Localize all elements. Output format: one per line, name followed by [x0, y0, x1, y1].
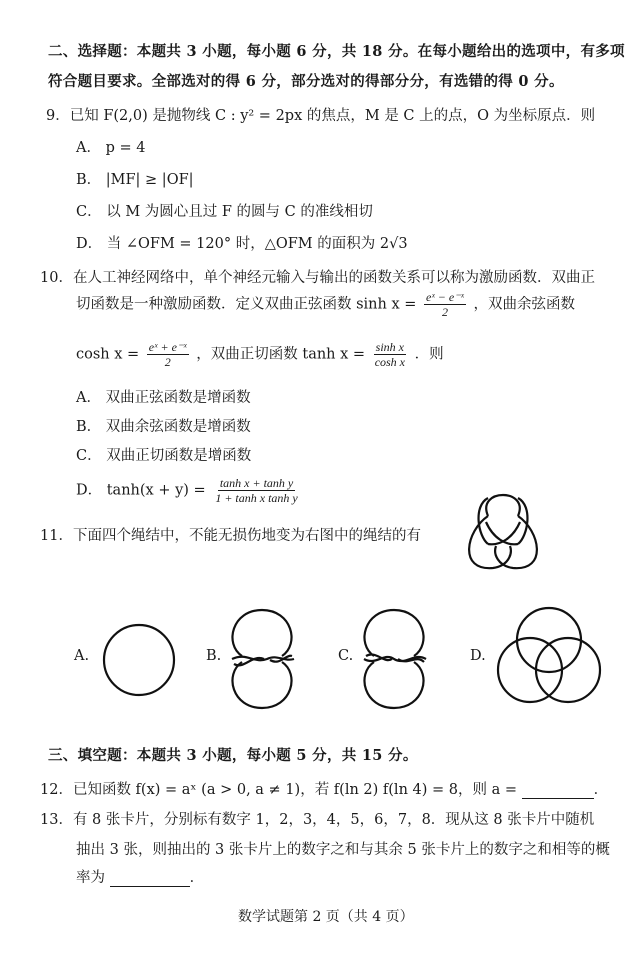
tanh-fraction	[373, 340, 407, 369]
section-two-heading: 二、选择题：本题共 3 小题，每小题 6 分，共 18 分。在每小题给出的选项中，有多项	[48, 43, 625, 60]
question-13-line2: 抽出 3 张，则抽出的 3 张卡片上的数字之和与其余 5 张卡片上的数字之和相等的概	[76, 842, 610, 858]
tanh-sum-numerator: tanh x + tanh y	[219, 476, 294, 490]
question-stem-line1: 有 8 张卡片，分别标有数字 1，2，3，4，5，6，7，8．现从这 8 张卡片中随机	[72, 812, 595, 828]
q9-option-a: A． p = 4	[76, 140, 146, 156]
question-stem: 已知函数 f(x) = aˣ (a > 0, a ≠ 1)，若 f(ln 2) f(ln 4) = 8，则 a =	[72, 782, 518, 798]
tanh-sum-denominator: 1 + tanh x tanh y	[215, 491, 298, 505]
q10-option-a: A． 双曲正弦函数是增函数	[76, 390, 251, 406]
sinh-numerator: eˣ − e⁻ˣ	[426, 290, 464, 304]
sinh-denominator: 2	[441, 305, 448, 319]
tanh-label: ，双曲正切函数 tanh x =	[196, 346, 366, 363]
question-11	[40, 524, 421, 545]
knot-label-c: C.	[338, 648, 354, 664]
question-stem: 已知 F(2,0) 是抛物线 C : y² = 2px 的焦点，M 是 C 上的点，O 为坐标原点．则	[69, 108, 596, 124]
tanh-numerator: sinh x	[375, 340, 405, 354]
q10-option-c: C． 双曲正切函数是增函数	[76, 448, 252, 464]
period: ．	[189, 870, 205, 886]
question-10-line2	[76, 290, 575, 319]
question-13-line3	[76, 866, 204, 887]
cosh-fraction	[147, 340, 189, 369]
probability-label: 率为	[76, 870, 105, 886]
question-12	[40, 778, 608, 799]
question-10	[40, 266, 595, 287]
question-9	[46, 104, 595, 125]
question-13	[40, 808, 594, 829]
question-number: 11．	[40, 528, 73, 544]
tanh-denominator: cosh x	[374, 355, 406, 369]
answer-blank[interactable]	[522, 798, 594, 799]
knot-label-d: D.	[470, 648, 486, 664]
tanh-sum-label: D． tanh(x + y) =	[76, 482, 206, 499]
knot-label-b: B.	[206, 648, 222, 664]
trefoil-knot-figure	[448, 476, 558, 578]
knot-c-figure	[354, 604, 434, 714]
question-10-line3	[76, 340, 444, 369]
cosh-denominator: 2	[164, 355, 171, 369]
knot-label-a: A.	[74, 648, 90, 664]
sinh-definition-label: 切函数是一种激励函数．定义双曲正弦函数 sinh x =	[76, 296, 417, 313]
tanh-sum-fraction	[213, 476, 299, 505]
knot-b-figure	[222, 604, 302, 714]
knot-d-figure	[494, 604, 604, 708]
sinh-fraction	[424, 290, 466, 319]
question-number: 9．	[46, 108, 70, 124]
question-number: 13．	[40, 812, 73, 828]
question-number: 12．	[40, 782, 73, 798]
question-stem-line1: 在人工神经网络中，单个神经元输入与输出的函数关系可以称为激励函数．双曲正	[72, 270, 595, 286]
question-stem: 下面四个绳结中，不能无损伤地变为右图中的绳结的有	[72, 528, 421, 544]
q10-option-d	[76, 476, 303, 505]
page-footer: 数学试题第 2 页（共 4 页）	[238, 909, 414, 925]
section-three-heading: 三、填空题：本题共 3 小题，每小题 5 分，共 15 分。	[48, 747, 418, 764]
q9-option-b: B． |MF| ≥ |OF|	[76, 172, 194, 188]
period: ．	[593, 782, 609, 798]
cosh-label: cosh x =	[76, 346, 140, 363]
q10-option-b: B． 双曲余弦函数是增函数	[76, 419, 251, 435]
question-number: 10．	[40, 270, 73, 286]
cosh-numerator: eˣ + e⁻ˣ	[148, 340, 187, 354]
unknot-figure	[94, 620, 184, 700]
cosh-intro: ，双曲余弦函数	[473, 296, 575, 313]
q9-option-c: C． 以 M 为圆心且过 F 的圆与 C 的准线相切	[76, 204, 373, 220]
section-two-heading-cont: 符合题目要求。全部选对的得 6 分，部分选对的得部分分，有选错的得 0 分。	[48, 73, 564, 90]
then-word: ．则	[414, 346, 444, 363]
answer-blank[interactable]	[110, 886, 190, 887]
q9-option-d: D． 当 ∠OFM = 120° 时，△OFM 的面积为 2√3	[76, 236, 408, 252]
